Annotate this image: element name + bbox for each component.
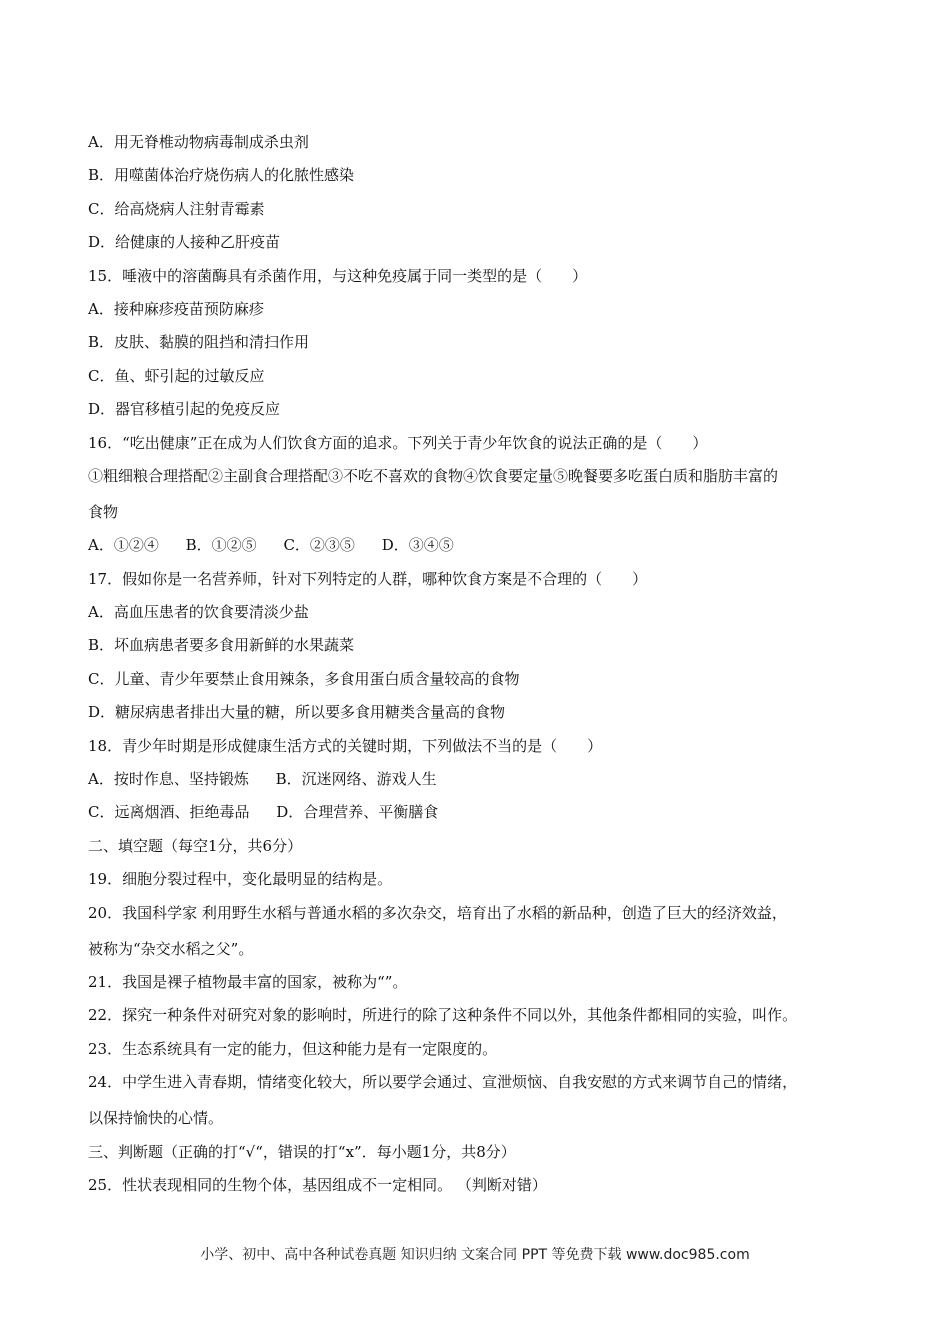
q18-options-row1 (88, 763, 878, 796)
q23: 23．生态系统具有一定的能力，但这种能力是有一定限度的。 (88, 1039, 498, 1058)
q15-option-d: D．器官移植引起的免疫反应 (88, 400, 281, 419)
q20-line1: 20．我国科学家 利用野生水稻与普通水稻的多次杂交，培育出了水稻的新品种，创造了巨大的经济效益， (88, 903, 787, 922)
q14-option-c: C．给高烧病人注射青霉素 (88, 199, 265, 218)
q24-line1: 24．中学生进入青春期，情绪变化较大，所以要学会通过、宣泄烦恼、自我安慰的方式来调节自己的情绪， (88, 1073, 798, 1092)
q18-options-row2 (88, 796, 878, 829)
q17-stem: 17．假如你是一名营养师，针对下列特定的人群，哪种饮食方案是不合理的（ ） (88, 569, 648, 588)
q17-option-a: A．高血压患者的饮食要清淡少盐 (88, 603, 309, 622)
q16-stem: 16．“吃出健康”正在成为人们饮食方面的追求。下列关于青少年饮食的说法正确的是（ ） (88, 433, 708, 452)
q16-option-a: A．①②④ (88, 536, 159, 555)
q17-option-b: B．坏血病患者要多食用新鲜的水果蔬菜 (88, 636, 355, 655)
q14-option-d: D．给健康的人接种乙肝疫苗 (88, 233, 281, 252)
q25: 25．性状表现相同的生物个体，基因组成不一定相同。 （判断对错） (88, 1175, 547, 1194)
q16-option-b: B．①②⑤ (185, 536, 257, 555)
q21: 21．我国是裸子植物最丰富的国家，被称为“”。 (88, 972, 408, 991)
q14-option-a: A．用无脊椎动物病毒制成杀虫剂 (88, 133, 309, 151)
q22: 22．探究一种条件对研究对象的影响时，所进行的除了这种条件不同以外，其他条件都相同的实验，叫作。 (88, 1006, 798, 1025)
q18-option-d: D．合理营养、平衡膳食 (276, 803, 439, 822)
footer-download-notice: 小学、初中、高中各种试卷真题 知识归纳 文案合同 PPT 等免费下载 www.doc985.com (200, 1247, 750, 1263)
q18-stem: 18．青少年时期是形成健康生活方式的关键时期，下列做法不当的是（ ） (88, 736, 603, 755)
q18-option-b: B．沉迷网络、游戏人生 (275, 770, 437, 789)
q16-statements-line1: ①粗细粮合理搭配②主副食合理搭配③不吃不喜欢的食物④饮食要定量⑤晚餐要多吃蛋白质和脂肪丰富的 (88, 466, 779, 485)
q15-option-c: C．鱼、虾引起的过敏反应 (88, 366, 265, 385)
section-fill-in-heading: 二、填空题（每空1分，共6分） (88, 836, 303, 855)
q15-option-b: B．皮肤、黏膜的阻挡和清扫作用 (88, 333, 310, 352)
q16-option-c: C．②③⑤ (283, 536, 355, 555)
q17-option-c: C．儿童、青少年要禁止食用辣条，多食用蛋白质含量较高的食物 (88, 669, 520, 688)
section-true-false-heading: 三、判断题（正确的打“√“，错误的打“x”．每小题1分，共8分） (88, 1142, 516, 1161)
q16-options (88, 529, 878, 562)
q19: 19．细胞分裂过程中，变化最明显的结构是。 (88, 870, 393, 889)
q17-option-d: D．糖尿病患者排出大量的糖，所以要多食用糖类含量高的食物 (88, 703, 506, 722)
q16-option-d: D．③④⑤ (381, 536, 454, 555)
q24-line2: 以保持愉快的心情。 (88, 1109, 224, 1128)
q15-stem: 15．唾液中的溶菌酶具有杀菌作用，与这种免疫属于同一类型的是（ ） (88, 266, 588, 285)
q14-option-b: B．用噬菌体治疗烧伤病人的化脓性感染 (88, 166, 355, 185)
q18-option-a: A．按时作息、坚持锻炼 (88, 770, 249, 789)
q18-option-c: C．远离烟酒、拒绝毒品 (88, 803, 250, 822)
document-body (88, 126, 878, 1202)
q16-statements-line2: 食物 (88, 502, 119, 521)
q20-line2: 被称为“杂交水稻之父”。 (88, 939, 254, 958)
q15-option-a: A．接种麻疹疫苗预防麻疹 (88, 299, 264, 318)
